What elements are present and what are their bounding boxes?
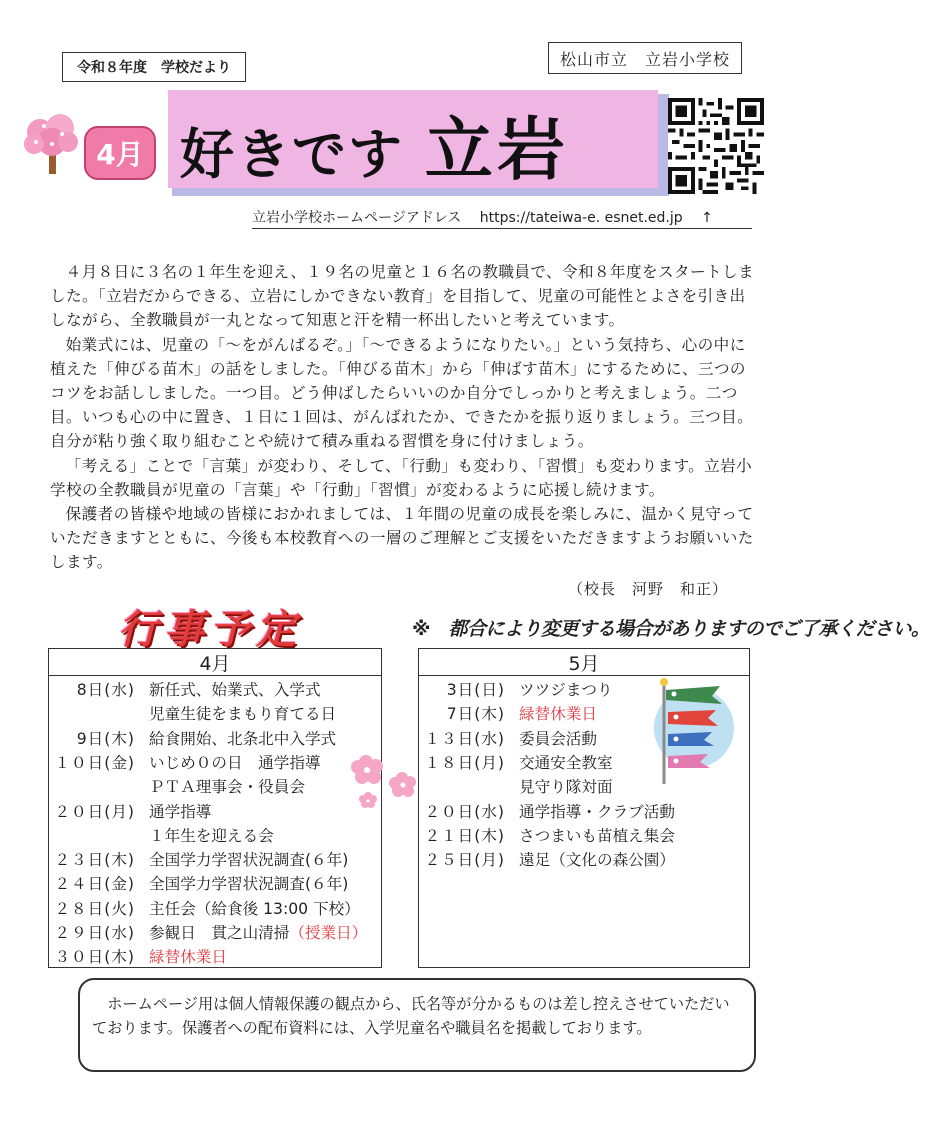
event-date: ２３日(木) xyxy=(54,851,135,870)
event-description: さつまいも苗植え集会 xyxy=(519,826,675,845)
april-event-row xyxy=(49,920,367,944)
event-date: 8日(水) xyxy=(76,681,135,699)
event-date: ２５日(月) xyxy=(424,851,505,870)
cherry-tree-icon xyxy=(22,110,82,176)
divider xyxy=(252,228,752,229)
april-event-row xyxy=(49,677,321,701)
event-description: ツツジまつり xyxy=(519,681,613,699)
april-event-row xyxy=(49,871,348,895)
may-event-row xyxy=(419,726,597,750)
koinobori-icon xyxy=(650,676,742,788)
sakura-flowers-icon xyxy=(346,744,426,808)
event-description: 全国学力学習状況調査(６年) xyxy=(149,875,349,894)
title-small-text: 好きです xyxy=(180,123,404,186)
event-description: 児童生徒をまもり育てる日 xyxy=(149,705,337,724)
may-event-row xyxy=(419,750,613,774)
event-date: ３０日(木) xyxy=(54,948,135,967)
april-event-row xyxy=(49,701,336,725)
homepage-line xyxy=(252,207,713,227)
principal-message xyxy=(50,260,756,575)
qr-code-icon[interactable] xyxy=(666,98,766,194)
may-event-row xyxy=(419,774,613,798)
event-description: 交通安全教室 xyxy=(519,753,613,772)
april-event-row xyxy=(49,944,227,968)
may-event-row xyxy=(419,677,613,701)
homepage-url[interactable]: https://tateiwa-e. esnet.ed.jp xyxy=(479,210,683,226)
april-month-header: 4月 xyxy=(49,649,381,676)
event-description: 緑替休業日 xyxy=(149,948,227,967)
event-date: ２０日(月) xyxy=(54,802,135,821)
event-date: ２９日(水) xyxy=(54,924,135,942)
message-paragraph: 保護者の皆様や地域の皆様におかれましては、１年間の児童の成長を楽しみに、温かく見守っていただきますとともに、今後も本校教育への一層のご理解とご支援をいただきますようお願いいたします。 xyxy=(50,505,754,572)
april-event-row xyxy=(49,750,321,774)
message-paragraph: ４月８日に３名の１年生を迎え、１９名の児童と１６名の教職員で、令和８年度をスタートしました。「立岩だからできる、立岩にしかできない教育」を目指して、児童の可能性とよさを引き出しながら、全教職員が一丸となって知恵と汗を精一杯出したいと考えています。 xyxy=(50,263,754,330)
april-event-row xyxy=(49,847,348,871)
may-event-row xyxy=(419,823,675,847)
arrow-up-icon: ↑ xyxy=(701,210,713,226)
event-date: 7日(木) xyxy=(446,705,505,724)
event-date: ２８日(火) xyxy=(54,899,135,918)
event-date: ２０日(水) xyxy=(424,802,505,821)
event-date: 3日(日) xyxy=(446,681,505,699)
event-note: （授業日） xyxy=(289,924,368,942)
events-heading: 行事予定 xyxy=(118,607,302,653)
april-event-row xyxy=(49,799,211,823)
event-description: 主任会（給食後 13:00 下校） xyxy=(149,899,360,918)
message-paragraph: 「考える」ことで「言葉」が変わり、そして、「行動」も変わり、「習慣」も変わります。立岩小学校の全教職員が児童の「言葉」や「行動」「習慣」が変わるように応援し続けます。 xyxy=(50,456,753,499)
title-big-text: 立岩 xyxy=(424,111,569,190)
event-description: ＰＴＡ理事会・役員会 xyxy=(149,778,305,797)
april-event-row xyxy=(49,726,336,750)
may-month-header: 5月 xyxy=(419,649,749,676)
may-event-row xyxy=(419,799,675,823)
event-description: 給食開始、北条北中入学式 xyxy=(149,729,337,748)
event-date: ２４日(金) xyxy=(54,875,135,894)
event-date: １８日(月) xyxy=(424,753,505,772)
event-date: １０日(金) xyxy=(54,753,135,772)
event-description: いじめ０の日 通学指導 xyxy=(149,753,321,772)
event-date: １３日(水) xyxy=(424,729,505,748)
event-description: 委員会活動 xyxy=(519,729,597,748)
event-date: 9日(木) xyxy=(76,729,135,748)
event-description: 参観日 貫之山清掃 xyxy=(149,924,290,942)
event-description: 見守り隊対面 xyxy=(519,778,613,797)
event-date: ２１日(木) xyxy=(424,826,505,845)
change-notice: ※ 都合により変更する場合がありますのでご了承ください。 xyxy=(412,618,929,640)
month-badge: 4月 xyxy=(84,126,156,180)
privacy-note-text: ホームページ用は個人情報保護の観点から、氏名等が分かるものは差し控えさせていただいております。保護者への配布資料には、入学児童名や職員名を掲載しております。 xyxy=(92,995,730,1037)
event-description: 遠足（文化の森公園） xyxy=(519,851,675,870)
may-event-row xyxy=(419,847,675,871)
event-description: 通学指導 xyxy=(149,802,212,821)
newsletter-title xyxy=(180,96,569,193)
privacy-note xyxy=(92,992,742,1040)
message-paragraph: 始業式には、児童の「～をがんばるぞ。」「～できるようになりたい。」という気持ち、心の中に植えた「伸びる苗木」の話をしました。「伸びる苗木」から「伸ばす苗木」にするために、三つのコツをお話ししました。一つ目。どう伸ばしたらいいのか自分でしっかりと考えましょう。二つ目。いつも心の中に置き、１日に１回は、がんばれたか、できたかを振り返りましょう。三つ目。自分が粘り強く取り組むことや続けて積み重ねる習慣を身に付けましょう。 xyxy=(50,335,754,451)
may-event-row xyxy=(419,701,597,725)
issue-label: 令和８年度 学校だより xyxy=(62,52,246,82)
april-event-row xyxy=(49,774,305,798)
event-description: 通学指導・クラブ活動 xyxy=(519,802,675,821)
event-description: 緑替休業日 xyxy=(519,705,597,724)
event-description: 新任式、始業式、入学式 xyxy=(149,681,321,699)
homepage-label: 立岩小学校ホームページアドレス xyxy=(252,210,462,226)
april-event-row xyxy=(49,896,360,920)
event-description: １年生を迎える会 xyxy=(149,826,274,845)
school-name: 松山市立 立岩小学校 xyxy=(548,42,742,74)
april-event-row xyxy=(49,823,274,847)
principal-signature: （校長 河野 和正） xyxy=(568,580,729,598)
april-schedule xyxy=(48,648,382,968)
event-description: 全国学力学習状況調査(６年) xyxy=(149,851,349,870)
